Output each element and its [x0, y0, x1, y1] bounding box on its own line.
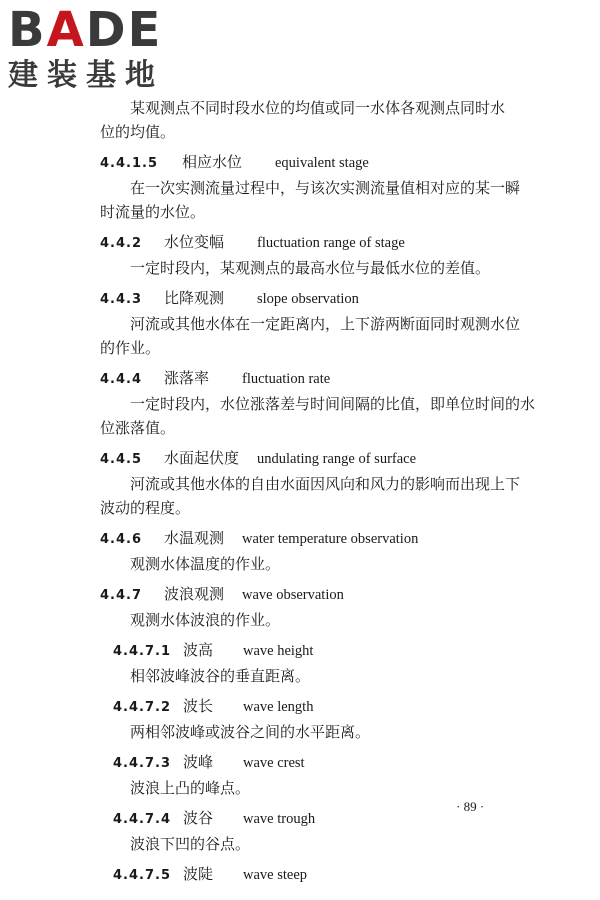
logo-wordmark: BADE	[8, 2, 163, 58]
term-definition: 河流或其他水体的自由水面因风向和风力的影响而出现上下	[130, 475, 521, 493]
term-heading	[0, 582, 600, 606]
term-chinese: 水位变幅	[164, 233, 225, 251]
term-heading	[0, 694, 600, 718]
term-heading	[0, 230, 600, 254]
term-number: 4.4.7	[100, 588, 143, 603]
term-definition: 波浪下凹的谷点。	[130, 835, 251, 853]
bade-logo	[8, 4, 164, 94]
intro-paragraph-continued: 位的均值。	[100, 123, 176, 141]
term-chinese: 水面起伏度	[164, 449, 240, 467]
term-number: 4.4.7.1	[113, 644, 171, 659]
term-number: 4.4.6	[100, 532, 143, 547]
term-heading	[0, 862, 600, 886]
term-english: wave trough	[243, 811, 316, 827]
term-english: slope observation	[257, 291, 359, 307]
term-heading	[0, 286, 600, 310]
term-definition: 一定时段内，某观测点的最高水位与最低水位的差值。	[130, 259, 491, 277]
term-number: 4.4.7.3	[113, 756, 171, 771]
term-definition-continued: 时流量的水位。	[100, 203, 206, 221]
term-definition: 在一次实测流量过程中，与该次实测流量值相对应的某一瞬	[130, 179, 521, 197]
term-number: 4.4.4	[100, 372, 143, 387]
term-english: water temperature observation	[242, 531, 419, 547]
term-heading	[0, 446, 600, 470]
term-heading	[0, 750, 600, 774]
term-chinese: 相应水位	[182, 153, 243, 171]
document-body	[0, 96, 600, 886]
term-heading	[0, 150, 600, 174]
term-chinese: 波谷	[183, 809, 214, 827]
term-english: fluctuation range of stage	[257, 235, 405, 251]
term-english: wave steep	[243, 867, 308, 883]
page-number: · 89 ·	[456, 799, 485, 814]
term-definition: 波浪上凸的峰点。	[130, 779, 251, 797]
term-number: 4.4.7.5	[113, 868, 171, 883]
term-chinese: 波浪观测	[164, 585, 225, 603]
term-heading	[0, 806, 600, 830]
term-heading	[0, 526, 600, 550]
term-english: wave length	[243, 699, 314, 715]
term-definition: 一定时段内，水位涨落差与时间间隔的比值，即单位时间的水	[130, 395, 536, 413]
term-heading	[0, 366, 600, 390]
term-chinese: 波峰	[183, 753, 214, 771]
term-definition: 两相邻波峰或波谷之间的水平距离。	[130, 723, 371, 741]
term-number: 4.4.1.5	[100, 156, 158, 171]
term-definition-continued: 波动的程度。	[100, 499, 191, 517]
term-number: 4.4.3	[100, 292, 143, 307]
term-english: wave observation	[242, 587, 344, 603]
term-chinese: 比降观测	[164, 289, 225, 307]
term-definition: 观测水体温度的作业。	[130, 555, 281, 573]
term-chinese: 波陡	[183, 865, 214, 883]
term-definition: 河流或其他水体在一定距离内，上下游两断面同时观测水位	[130, 315, 521, 333]
term-definition: 观测水体波浪的作业。	[130, 611, 281, 629]
term-number: 4.4.2	[100, 236, 143, 251]
term-english: undulating range of surface	[257, 451, 417, 467]
intro-paragraph: 某观测点不同时段水位的均值或同一水体各观测点同时水	[130, 99, 506, 117]
term-english: wave height	[243, 643, 314, 659]
term-chinese: 水温观测	[164, 529, 225, 547]
term-chinese: 涨落率	[164, 369, 210, 387]
term-heading	[0, 638, 600, 662]
term-english: fluctuation rate	[242, 371, 331, 387]
term-number: 4.4.7.2	[113, 700, 171, 715]
term-chinese: 波高	[183, 641, 214, 659]
term-definition: 相邻波峰波谷的垂直距离。	[130, 667, 311, 685]
logo-chinese-text: 建装基地	[8, 58, 164, 93]
term-chinese: 波长	[183, 697, 214, 715]
term-number: 4.4.5	[100, 452, 143, 467]
term-english: wave crest	[243, 755, 305, 771]
term-number: 4.4.7.4	[113, 812, 171, 827]
term-definition-continued: 的作业。	[100, 339, 161, 357]
term-english: equivalent stage	[275, 155, 369, 171]
term-definition-continued: 位涨落值。	[100, 419, 176, 437]
